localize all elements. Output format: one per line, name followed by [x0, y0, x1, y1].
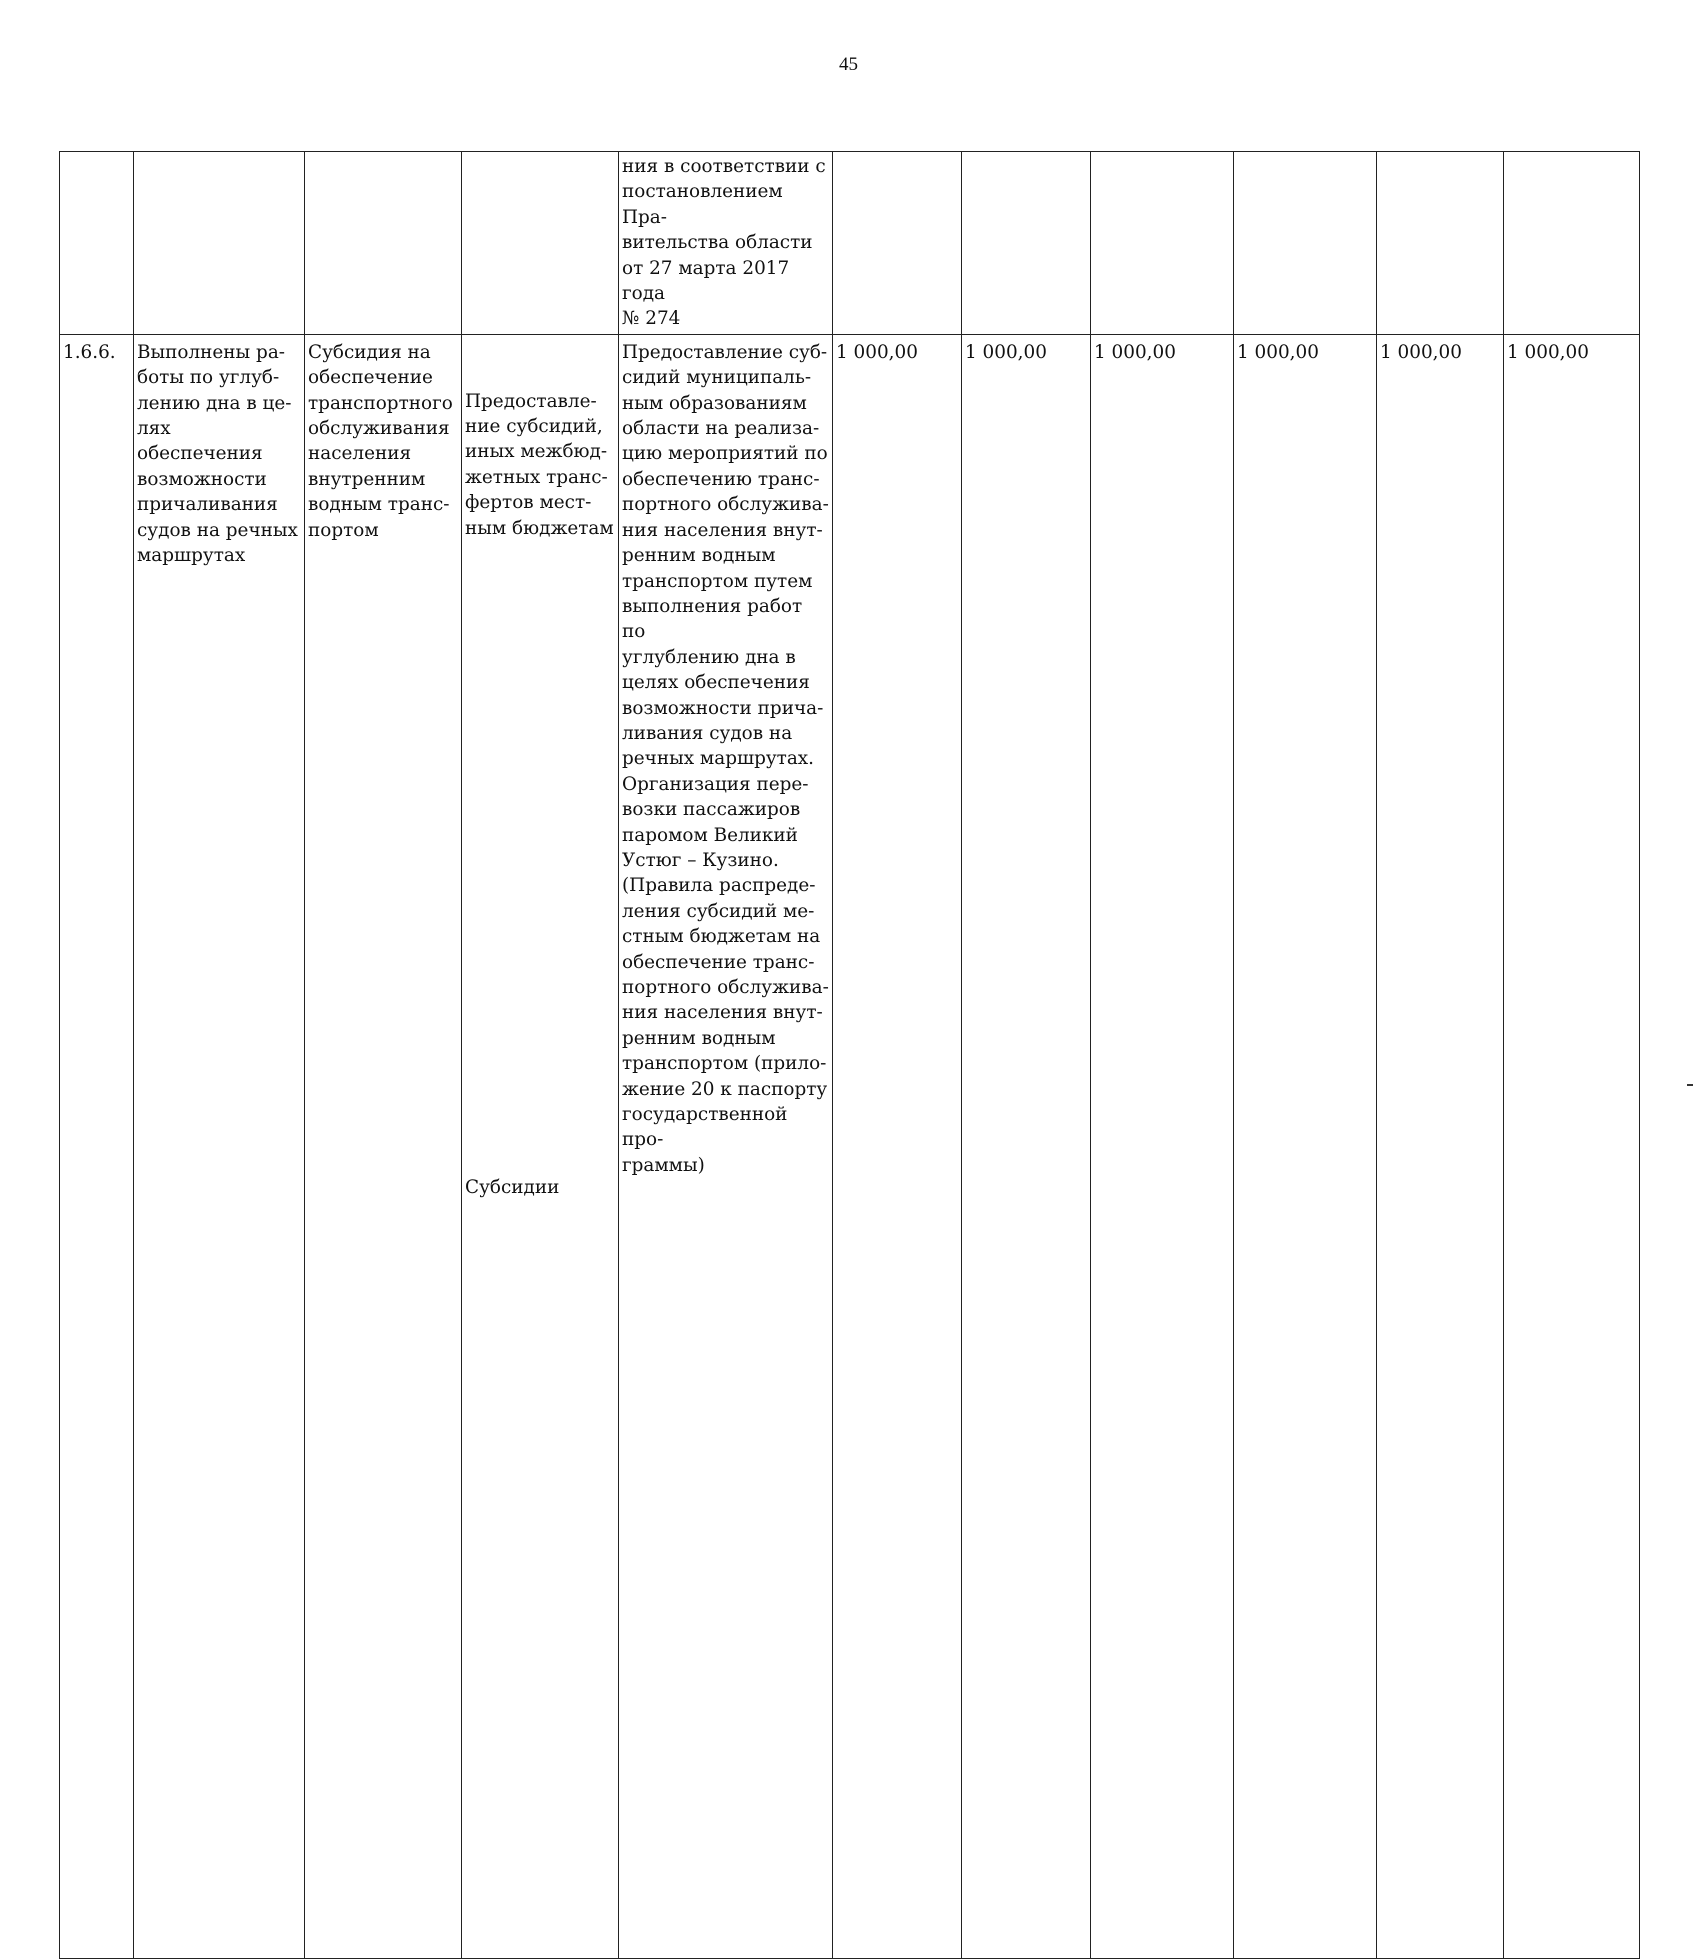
cell-value-cont-5 [1377, 152, 1504, 335]
mechanism-type [462, 1146, 618, 1932]
cell-value-cont-4 [1234, 152, 1377, 335]
continuation-row [60, 152, 1640, 335]
mechanism-subtable [462, 360, 618, 1932]
cell-value-6: 1 000,00 [1504, 334, 1640, 1958]
cell-value-5: 1 000,00 [1377, 334, 1504, 1958]
cell-value-1: 1 000,00 [833, 334, 962, 1958]
table-row [60, 334, 1640, 1958]
cell-result-cont [134, 152, 305, 335]
mechanism-label: Предоставле- ние субсидий, иных межбюд- жетных транс- фертов мест- ным бюджетам [465, 390, 614, 539]
cell-measure-cont [305, 152, 462, 335]
mechanism-text [462, 360, 618, 1146]
cell-value-cont-6 [1504, 152, 1640, 335]
program-table [59, 151, 1640, 1959]
mechanism-type-label: Субсидии [465, 1176, 560, 1198]
cell-description-cont: ния в соответствии с постановлением Пра- вительства области от 27 марта 2017 года № 274 [619, 152, 833, 335]
cell-number-cont [60, 152, 134, 335]
page-number: 45 [839, 54, 858, 75]
cell-result: Выполнены ра- боты по углуб- лению дна в це- лях обеспечения возможности причаливания судов на речных маршрутах [134, 334, 305, 1958]
cell-value-cont-3 [1091, 152, 1234, 335]
cell-value-2: 1 000,00 [962, 334, 1091, 1958]
cell-description: Предоставление суб- сидий муниципаль- ным образованиям области на реализа- цию мероприятий по обеспечению транс- портного обслужива- ния населения внут- ренним водным транспортом путем выполнения работ по углублению дна в целях обеспечения возможности прича- ливания судов на речных маршрутах. Организация пере- возки пассажиров паромом Великий Устюг – Кузино. (Правила распреде- ления субсидий ме- стным бюджетам на обеспечение транс- портного обслужива- ния населения внут- ренним водным транспортом (прило- жение 20 к паспорту государственной про- граммы) [619, 334, 833, 1958]
cell-measure: Субсидия на обеспечение транспортного обслуживания населения внутренним водным транс- портом [305, 334, 462, 1958]
cell-number: 1.6.6. [60, 334, 134, 1958]
cell-value-cont-1 [833, 152, 962, 335]
cell-value-cont-2 [962, 152, 1091, 335]
cell-value-3: 1 000,00 [1091, 334, 1234, 1958]
scan-mark [1687, 1084, 1693, 1086]
cell-mechanism-cont [462, 152, 619, 335]
cell-mechanism [462, 334, 619, 1958]
cell-value-4: 1 000,00 [1234, 334, 1377, 1958]
